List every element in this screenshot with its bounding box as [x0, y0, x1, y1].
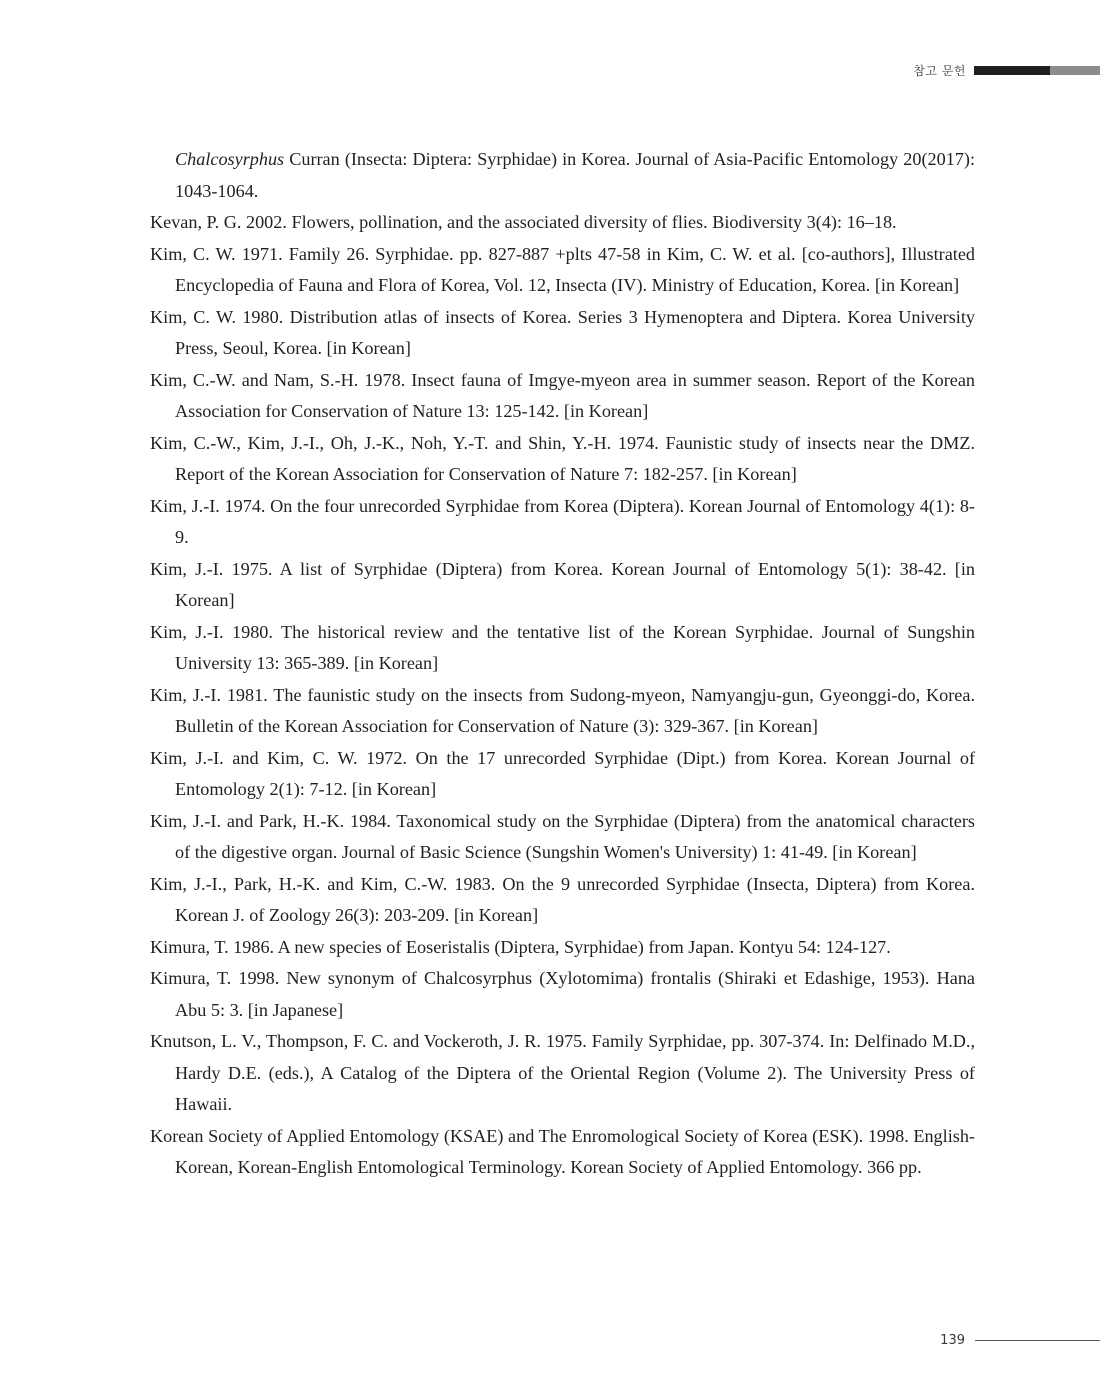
header-bar-light: [1050, 66, 1100, 75]
reference-item: Kim, J.-I. and Kim, C. W. 1972. On the 17 unrecorded Syrphidae (Dipt.) from Korea. Korean Journal of Entomology 2(1): 7-12. [in Korean]: [150, 747, 975, 799]
reference-list: [150, 144, 975, 1184]
reference-item: Kevan, P. G. 2002. Flowers, pollination, and the associated diversity of flies. Biodiversity 3(4): 16–18.: [150, 212, 897, 232]
header-bar-dark: [974, 66, 1050, 75]
running-header: [913, 62, 1100, 78]
reference-item: Kimura, T. 1986. A new species of Eoseristalis (Diptera, Syrphidae) from Japan. Kontyu 54: 124-127.: [150, 936, 891, 957]
page-footer: [940, 1333, 1100, 1348]
reference-item: Korean Society of Applied Entomology (KSAE) and The Enromological Society of Korea (ESK). 1998. English-Korean, Korean-English Entomological Terminology. Korean Society of Applied Entomology. 366 pp.: [150, 1125, 975, 1177]
footer-rule: [975, 1340, 1100, 1341]
reference-text: Curran (Insecta: Diptera: Syrphidae) in Korea. Journal of Asia-Pacific Entomology 20(2017): 1043-1064.: [175, 149, 975, 201]
reference-item: Kim, J.-I. 1975. A list of Syrphidae (Diptera) from Korea. Korean Journal of Entomology 5(1): 38-42. [in Korean]: [150, 558, 975, 610]
reference-item: Kim, C. W. 1971. Family 26. Syrphidae. pp. 827-887 +plts 47-58 in Kim, C. W. et al. [co-authors], Illustrated Encyclopedia of Fauna and Flora of Korea, Vol. 12, Insecta (IV). Ministry of Education, Korea. [in Korean]: [150, 243, 975, 295]
reference-item: Kim, J.-I. 1974. On the four unrecorded Syrphidae from Korea (Diptera). Korean Journal of Entomology 4(1): 8-9.: [150, 495, 975, 547]
reference-item: Kimura, T. 1998. New synonym of Chalcosyrphus (Xylotomima) frontalis (Shiraki et Edashige, 1953). Hana Abu 5: 3. [in Japanese]: [150, 968, 975, 1020]
reference-item: Kim, J.-I., Park, H.-K. and Kim, C.-W. 1983. On the 9 unrecorded Syrphidae (Insecta, Diptera) from Korea. Korean J. of Zoology 26(3): 203-209. [in Korean]: [150, 873, 975, 925]
reference-item: Kim, J.-I. 1981. The faunistic study on the insects from Sudong-myeon, Namyangju-gun, Gyeonggi-do, Korea. Bulletin of the Korean Association for Conservation of Nature (3): 329-367. [in Korean]: [150, 684, 975, 736]
reference-item: Kim, C. W. 1980. Distribution atlas of insects of Korea. Series 3 Hymenoptera and Diptera. Korea University Press, Seoul, Korea. [in Korean]: [150, 306, 975, 358]
reference-item: Knutson, L. V., Thompson, F. C. and Vockeroth, J. R. 1975. Family Syrphidae, pp. 307-374. In: Delfinado M.D., Hardy D.E. (eds.), A Catalog of the Diptera of the Oriental Region (Volume 2). The University Press of Hawaii.: [150, 1031, 975, 1114]
page-number: 139: [940, 1333, 965, 1348]
reference-item: Kim, C.-W., Kim, J.-I., Oh, J.-K., Noh, Y.-T. and Shin, Y.-H. 1974. Faunistic study of insects near the DMZ. Report of the Korean Association for Conservation of Nature 7: 182-257. [in Korean]: [150, 432, 975, 484]
reference-genus: Chalcosyrphus: [175, 149, 285, 169]
section-title: 참고 문헌: [913, 63, 966, 78]
reference-item: Kim, J.-I. 1980. The historical review and the tentative list of the Korean Syrphidae. Journal of Sungshin University 13: 365-389. [in Korean]: [150, 621, 975, 673]
reference-item: Kim, J.-I. and Park, H.-K. 1984. Taxonomical study on the Syrphidae (Diptera) from the anatomical characters of the digestive organ. Journal of Basic Science (Sungshin Women's University) 1: 41-49. [in Korean]: [150, 810, 975, 862]
reference-item: Kim, C.-W. and Nam, S.-H. 1978. Insect fauna of Imgye-myeon area in summer season. Report of the Korean Association for Conservation of Nature 13: 125-142. [in Korean]: [150, 369, 975, 421]
reference-item: [150, 144, 975, 207]
